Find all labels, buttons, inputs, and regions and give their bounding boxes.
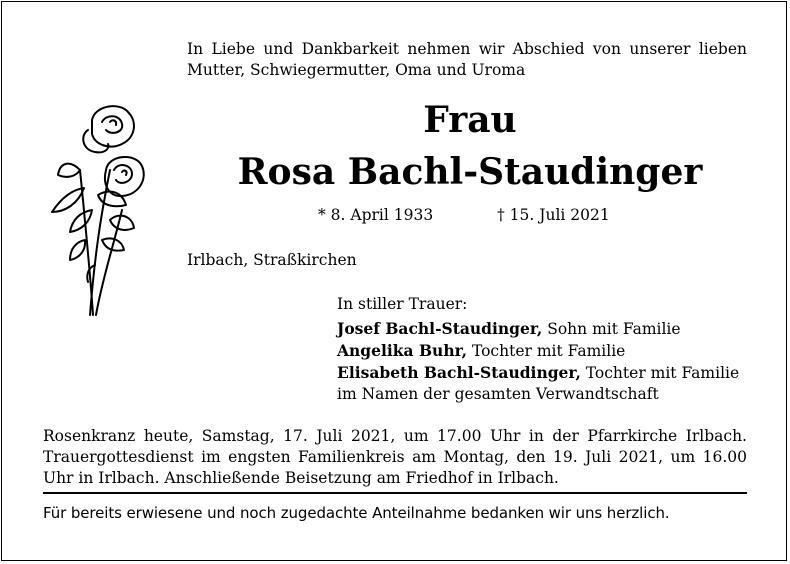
birth-date: * 8. April 1933 xyxy=(318,206,434,224)
mourner-relation: Tochter mit Familie xyxy=(467,342,626,360)
mourners-footer: im Namen der gesamten Verwandtschaft xyxy=(337,385,659,403)
mourner-name: Josef Bachl-Staudinger, xyxy=(337,319,543,338)
intro-text: In Liebe und Dankbarkeit nehmen wir Abschied von unserer lieben Mutter, Schwiegermutter, Oma und Uroma xyxy=(187,40,747,79)
thanks-text: Für bereits erwiesene und noch zugedachte Anteilnahme bedanken wir uns herzlich. xyxy=(43,504,670,522)
place: Irlbach, Straßkirchen xyxy=(187,251,357,269)
death-date: † 15. Juli 2021 xyxy=(497,206,610,224)
mourners-list xyxy=(337,318,739,405)
mourner-relation: Tochter mit Familie xyxy=(580,364,740,382)
deceased-name: Rosa Bachl-Staudinger xyxy=(237,151,703,193)
mourner-line xyxy=(337,318,739,340)
mourner-line xyxy=(337,362,739,384)
mourner-relation: Sohn mit Familie xyxy=(542,320,681,338)
divider xyxy=(43,492,747,494)
mourner-name: Angelika Buhr, xyxy=(337,341,468,360)
mourner-name: Elisabeth Bachl-Staudinger, xyxy=(337,363,581,382)
service-info: Rosenkranz heute, Samstag, 17. Juli 2021, um 17.00 Uhr in der Pfarrkirche Irlbach. Trauergottesdienst im engsten Familienkreis am Montag, den 19. Juli 2021, um 16.00 Uhr in Irlbach. Anschließende Beisetzung am Friedhof in Irlbach. xyxy=(43,427,747,487)
rose-bouquet-icon xyxy=(40,100,165,325)
salutation: Frau xyxy=(423,99,517,141)
mourner-line xyxy=(337,340,739,362)
mourning-heading: In stiller Trauer: xyxy=(337,295,468,313)
